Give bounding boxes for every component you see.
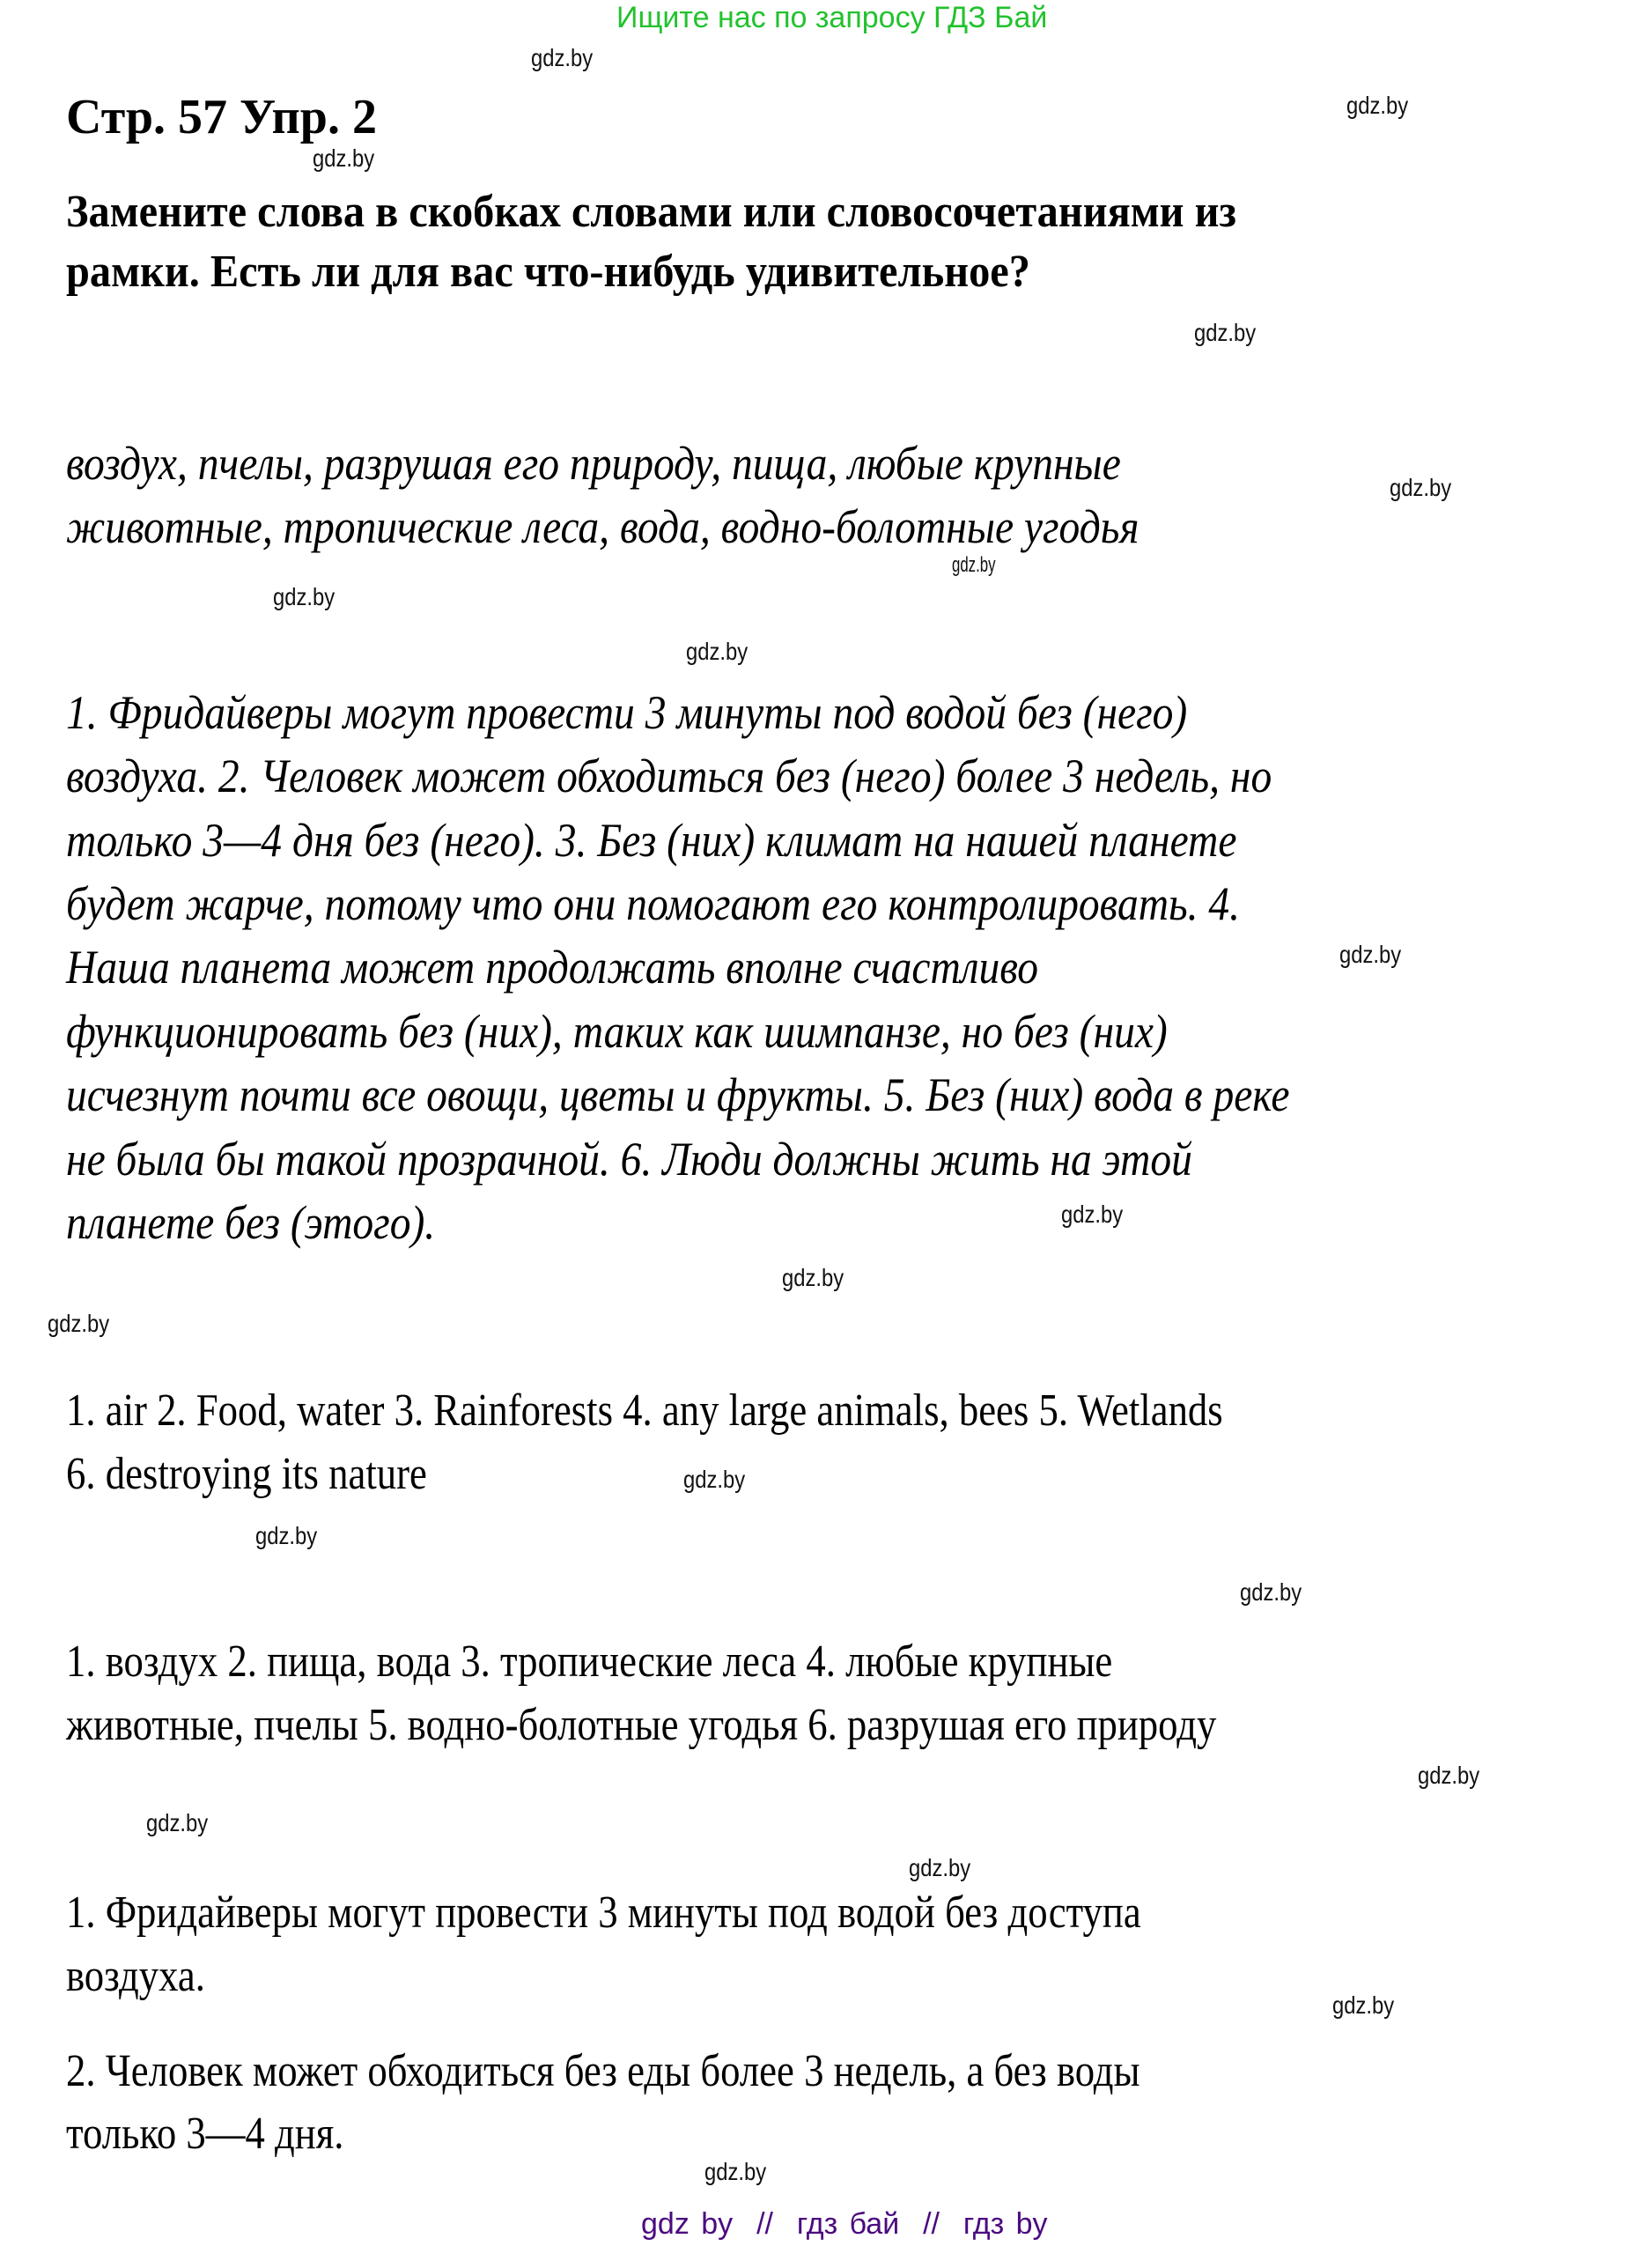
watermark: gdz.by bbox=[1061, 1201, 1124, 1228]
search-banner[interactable]: Ищите нас по запросу ГДЗ Бай bbox=[616, 1, 1048, 34]
exercise-line: только 3—4 дня без (него). 3. Без (них) климат на нашей планете bbox=[66, 814, 1237, 867]
answer-english-line: 6. destroying its nature bbox=[66, 1449, 427, 1499]
full-answer-line: только 3—4 дня. bbox=[66, 2109, 344, 2159]
full-answer-line: воздуха. bbox=[66, 1951, 205, 2001]
answer-english-line: 1. air 2. Food, water 3. Rainforests 4. any large animals, bees 5. Wetlands bbox=[66, 1385, 1223, 1436]
full-answer-line: 1. Фридайверы могут провести 3 минуты под водой без доступа bbox=[66, 1888, 1141, 1938]
watermark: gdz.by bbox=[909, 1854, 971, 1881]
watermark: gdz.by bbox=[1346, 92, 1409, 119]
watermark: gdz.by bbox=[1332, 1991, 1395, 2019]
watermark: gdz.by bbox=[255, 1522, 318, 1549]
watermark: gdz.by bbox=[1240, 1578, 1302, 1606]
watermark: gdz.by bbox=[952, 553, 996, 577]
answer-russian-line: 1. воздух 2. пища, вода 3. тропические леса 4. любые крупные bbox=[66, 1636, 1113, 1687]
watermark: gdz.by bbox=[1418, 1762, 1480, 1789]
answer-russian-line: животные, пчелы 5. водно-болотные угодья 6. разрушая его природу bbox=[66, 1700, 1217, 1750]
exercise-line: не была бы такой прозрачной. 6. Люди должны жить на этой bbox=[66, 1133, 1192, 1186]
exercise-line: функционировать без (них), таких как шимпанзе, но без (них) bbox=[66, 1005, 1168, 1058]
full-answer-line: 2. Человек может обходиться без еды более 3 недель, а без воды bbox=[66, 2046, 1140, 2096]
watermark: gdz.by bbox=[683, 1466, 746, 1493]
watermark: gdz.by bbox=[313, 144, 375, 172]
watermark: gdz.by bbox=[48, 1310, 110, 1337]
watermark: gdz.by bbox=[782, 1264, 844, 1291]
watermark: gdz.by bbox=[1390, 474, 1452, 501]
exercise-line: будет жарче, потому что они помогают его контролировать. 4. bbox=[66, 877, 1241, 930]
watermark: gdz.by bbox=[1194, 319, 1257, 346]
watermark: gdz.by bbox=[1339, 941, 1402, 968]
exercise-line: воздуха. 2. Человек может обходиться без (него) более 3 недель, но bbox=[66, 750, 1272, 802]
exercise-line: Наша планета может продолжать вполне счастливо bbox=[66, 941, 1039, 994]
watermark: gdz.by bbox=[686, 638, 749, 665]
watermark: gdz.by bbox=[146, 1809, 209, 1836]
page-title: Стр. 57 Упр. 2 bbox=[66, 90, 377, 144]
footer-links[interactable]: gdz by // гдз бай // гдз by bbox=[641, 2207, 1048, 2241]
instruction-line: рамки. Есть ли для вас что-нибудь удивительное? bbox=[66, 247, 1030, 297]
watermark: gdz.by bbox=[531, 44, 594, 71]
watermark: gdz.by bbox=[273, 583, 336, 610]
instruction-line: Замените слова в скобках словами или словосочетаниями из bbox=[66, 187, 1236, 237]
watermark: gdz.by bbox=[704, 2158, 767, 2185]
exercise-line: 1. Фридайверы могут провести 3 минуты под водой без (него) bbox=[66, 686, 1188, 739]
word-box-line: воздух, пчелы, разрушая его природу, пища, любые крупные bbox=[66, 437, 1121, 490]
word-box-line: животные, тропические леса, вода, водно-болотные угодья bbox=[66, 500, 1139, 553]
exercise-line: исчезнут почти все овощи, цветы и фрукты. 5. Без (них) вода в реке bbox=[66, 1068, 1290, 1121]
exercise-line: планете без (этого). bbox=[66, 1196, 436, 1249]
